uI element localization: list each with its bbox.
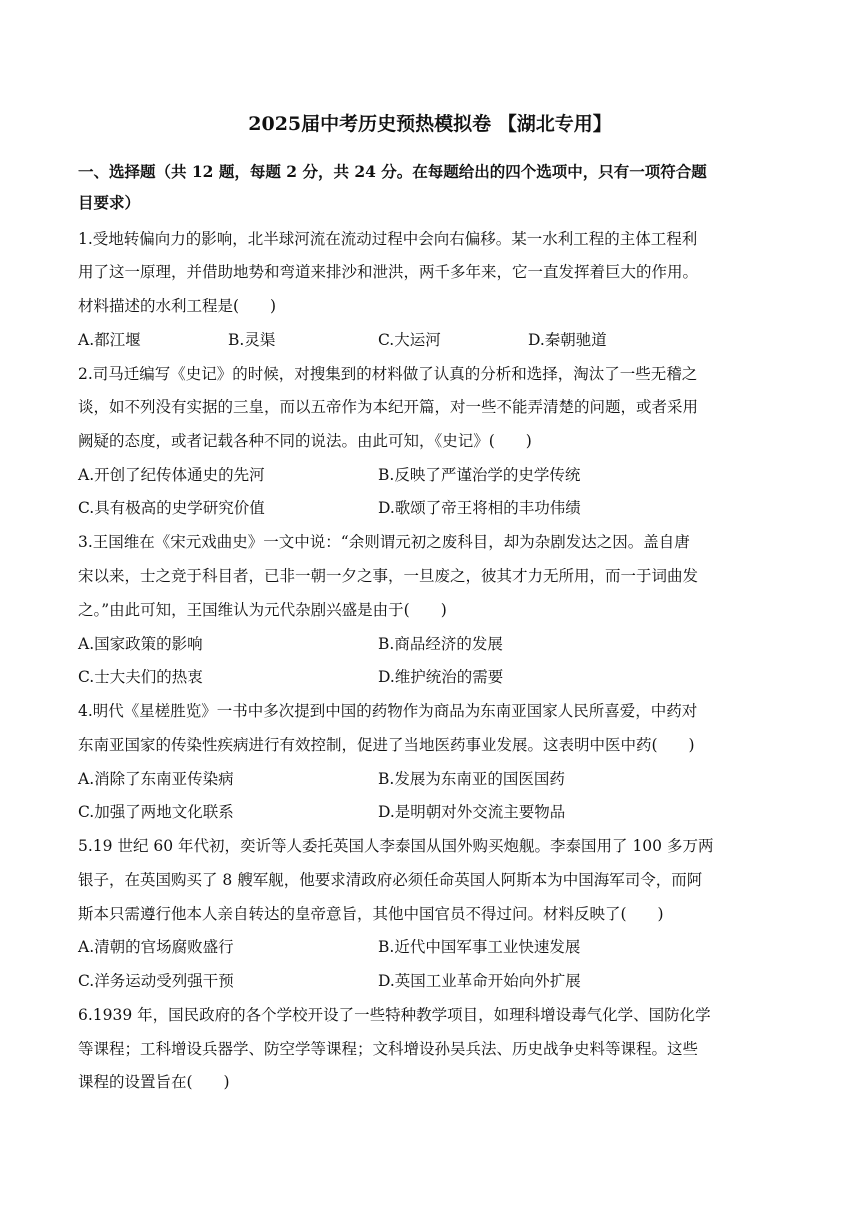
question-4-option-a: A.消除了东南亚传染病 bbox=[78, 770, 234, 788]
question-1-option-b: B.灵渠 bbox=[228, 331, 276, 349]
question-1-option-a: A.都江堰 bbox=[78, 331, 141, 349]
question-2-line-3: 阙疑的态度，或者记载各种不同的说法。由此可知，《史记》( ) bbox=[78, 432, 532, 450]
question-2-option-a: A.开创了纪传体通史的先河 bbox=[78, 466, 265, 484]
question-1-option-c: C.大运河 bbox=[378, 331, 441, 349]
question-4-line-2: 东南亚国家的传染性疾病进行有效控制，促进了当地医药事业发展。这表明中医中药( ) bbox=[78, 736, 695, 754]
question-3-line-2: 宋以来，士之竞于科目者，已非一朝一夕之事，一旦废之，彼其才力无所用，而一于词曲发 bbox=[78, 567, 699, 585]
question-3-line-3: 之。”由此可知，王国维认为元代杂剧兴盛是由于( ) bbox=[78, 601, 447, 619]
question-4-option-b: B.发展为东南亚的国医国药 bbox=[378, 770, 565, 788]
question-5-line-2: 银子，在英国购买了 8 艘军舰，他要求清政府必须任命英国人阿斯本为中国海军司令，而阿 bbox=[78, 871, 703, 889]
question-1-line-2: 用了这一原理，并借助地势和弯道来排沙和泄洪，两千多年来，它一直发挥着巨大的作用。 bbox=[78, 263, 699, 281]
question-4-option-d: D.是明朝对外交流主要物品 bbox=[378, 803, 566, 821]
question-5-option-a: A.清朝的官场腐败盛行 bbox=[78, 938, 234, 956]
question-2-line-1: 2.司马迁编写《史记》的时候，对搜集到的材料做了认真的分析和选择，淘汰了一些无稽之 bbox=[78, 365, 698, 383]
question-6-line-3: 课程的设置旨在( ) bbox=[78, 1073, 230, 1091]
question-3-option-b: B.商品经济的发展 bbox=[378, 635, 503, 653]
question-3-option-c: C.士大夫们的热衷 bbox=[78, 668, 203, 686]
question-5-option-d: D.英国工业革命开始向外扩展 bbox=[378, 972, 581, 990]
question-2-option-b: B.反映了严谨治学的史学传统 bbox=[378, 466, 581, 484]
section-heading-line-2: 目要求） bbox=[78, 193, 141, 212]
question-6-line-1: 6.1939 年，国民政府的各个学校开设了一些特种教学项目，如理科增设毒气化学、国防化学 bbox=[78, 1006, 711, 1024]
question-4-option-c: C.加强了两地文化联系 bbox=[78, 803, 234, 821]
question-5-option-c: C.洋务运动受列强干预 bbox=[78, 972, 234, 990]
question-5-line-3: 斯本只需遵行他本人亲自转达的皇帝意旨，其他中国官员不得过问。材料反映了( ) bbox=[78, 905, 664, 923]
question-6-line-2: 等课程；工科增设兵器学、防空学等课程；文科增设孙吴兵法、历史战争史料等课程。这些 bbox=[78, 1040, 699, 1058]
question-2-option-c: C.具有极高的史学研究价值 bbox=[78, 499, 265, 517]
question-1-line-3: 材料描述的水利工程是( ) bbox=[78, 297, 277, 315]
section-heading-line-1: 一、选择题（共 12 题，每题 2 分，共 24 分。在每题给出的四个选项中，只有一项符合题 bbox=[78, 162, 707, 181]
exam-title: 2025届中考历史预热模拟卷 【湖北专用】 bbox=[248, 113, 612, 135]
question-3-option-a: A.国家政策的影响 bbox=[78, 635, 203, 653]
question-3-line-1: 3.王国维在《宋元戏曲史》一文中说：“余则谓元初之废科目，却为杂剧发达之因。盖自唐 bbox=[78, 533, 690, 551]
question-5-line-1: 5.19 世纪 60 年代初，奕䜣等人委托英国人李泰国从国外购买炮舰。李泰国用了 100 多万两 bbox=[78, 837, 714, 855]
question-4-line-1: 4.明代《星槎胜览》一书中多次提到中国的药物作为商品为东南亚国家人民所喜爱，中药对 bbox=[78, 702, 698, 720]
question-1-option-d: D.秦朝驰道 bbox=[528, 331, 607, 349]
question-5-option-b: B.近代中国军事工业快速发展 bbox=[378, 938, 581, 956]
question-1-line-1: 1.受地转偏向力的影响，北半球河流在流动过程中会向右偏移。某一水利工程的主体工程利 bbox=[78, 230, 698, 248]
question-2-option-d: D.歌颂了帝王将相的丰功伟绩 bbox=[378, 499, 581, 517]
question-2-line-2: 谈，如不列没有实据的三皇，而以五帝作为本纪开篇，对一些不能弄清楚的问题，或者采用 bbox=[78, 398, 699, 416]
question-3-option-d: D.维护统治的需要 bbox=[378, 668, 504, 686]
